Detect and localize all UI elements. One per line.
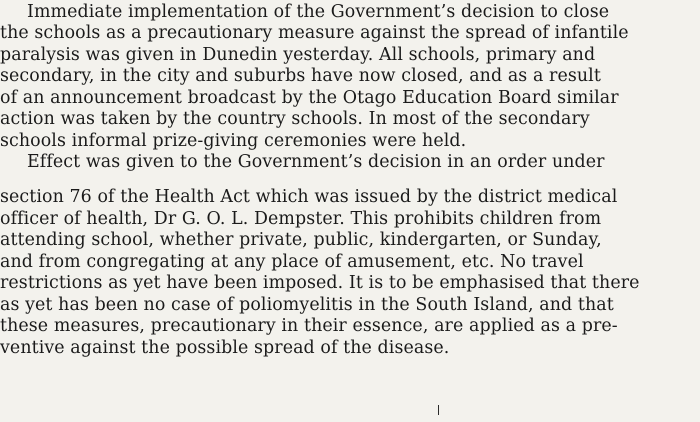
text-line: restrictions as yet have been imposed. It is to be emphasised that there [0,273,640,293]
text-line: Effect was given to the Government’s decision in an order under [27,152,605,172]
text-line: the schools as a precautionary measure against the spread of infantile [0,23,629,43]
print-mark [438,405,439,415]
text-line: as yet has been no case of poliomyelitis in the South Island, and that [0,295,614,315]
text-line: officer of health, Dr G. O. L. Dempster. This prohibits children from [0,209,602,229]
text-line: Immediate implementation of the Government’s decision to close [27,2,610,22]
text-line: and from congregating at any place of amusement, etc. No travel [0,252,584,272]
text-line: schools informal prize-giving ceremonies were held. [0,131,467,151]
text-line: these measures, precautionary in their essence, are applied as a pre- [0,316,618,336]
text-line: attending school, whether private, public, kindergarten, or Sunday, [0,230,602,250]
text-line: action was taken by the country schools. In most of the secondary [0,109,590,129]
text-line: of an announcement broadcast by the Otago Education Board similar [0,88,619,108]
text-line: section 76 of the Health Act which was issued by the district medical [0,187,618,207]
text-line: secondary, in the city and suburbs have now closed, and as a result [0,66,601,86]
text-line: ventive against the possible spread of the disease. [0,338,450,358]
text-line: paralysis was given in Dunedin yesterday. All schools, primary and [0,45,596,65]
